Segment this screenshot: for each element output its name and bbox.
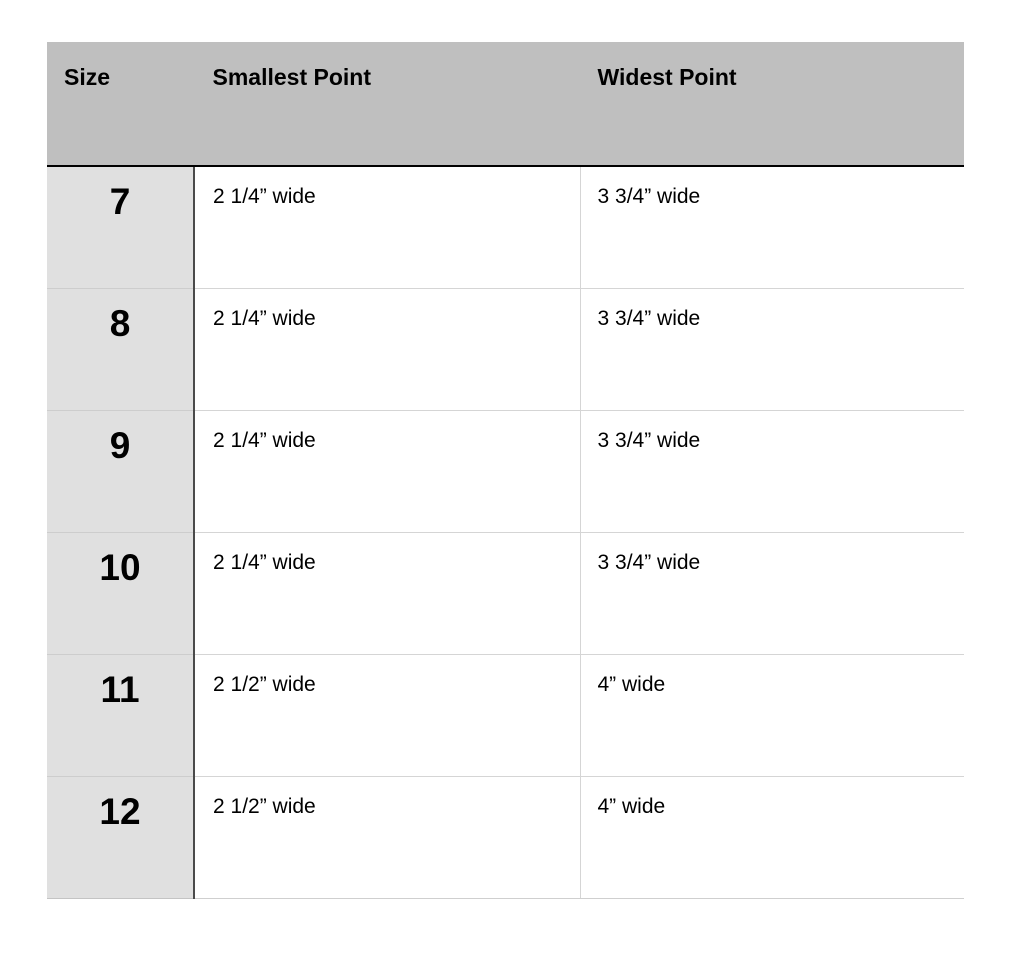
cell-size: 11 [47,654,194,776]
table-header [47,42,964,166]
cell-size: 12 [47,776,194,898]
cell-smallest-point: 2 1/4” wide [194,166,580,288]
cell-smallest-point: 2 1/2” wide [194,776,580,898]
table-row [47,654,964,776]
cell-size: 10 [47,532,194,654]
cell-smallest-point: 2 1/4” wide [194,410,580,532]
table-row [47,410,964,532]
cell-smallest-point: 2 1/2” wide [194,654,580,776]
table-body [47,166,964,898]
cell-size: 7 [47,166,194,288]
cell-smallest-point: 2 1/4” wide [194,532,580,654]
size-chart-table [47,42,964,899]
column-header-size: Size [47,42,194,166]
header-row [47,42,964,166]
cell-size: 8 [47,288,194,410]
cell-smallest-point: 2 1/4” wide [194,288,580,410]
cell-widest-point: 3 3/4” wide [580,288,964,410]
size-chart-container [47,42,964,899]
column-header-widest-point: Widest Point [580,42,964,166]
table-row [47,288,964,410]
cell-widest-point: 3 3/4” wide [580,532,964,654]
table-row [47,776,964,898]
column-header-smallest-point: Smallest Point [194,42,580,166]
cell-widest-point: 3 3/4” wide [580,410,964,532]
cell-widest-point: 4” wide [580,654,964,776]
cell-widest-point: 4” wide [580,776,964,898]
table-row [47,166,964,288]
table-row [47,532,964,654]
cell-size: 9 [47,410,194,532]
cell-widest-point: 3 3/4” wide [580,166,964,288]
